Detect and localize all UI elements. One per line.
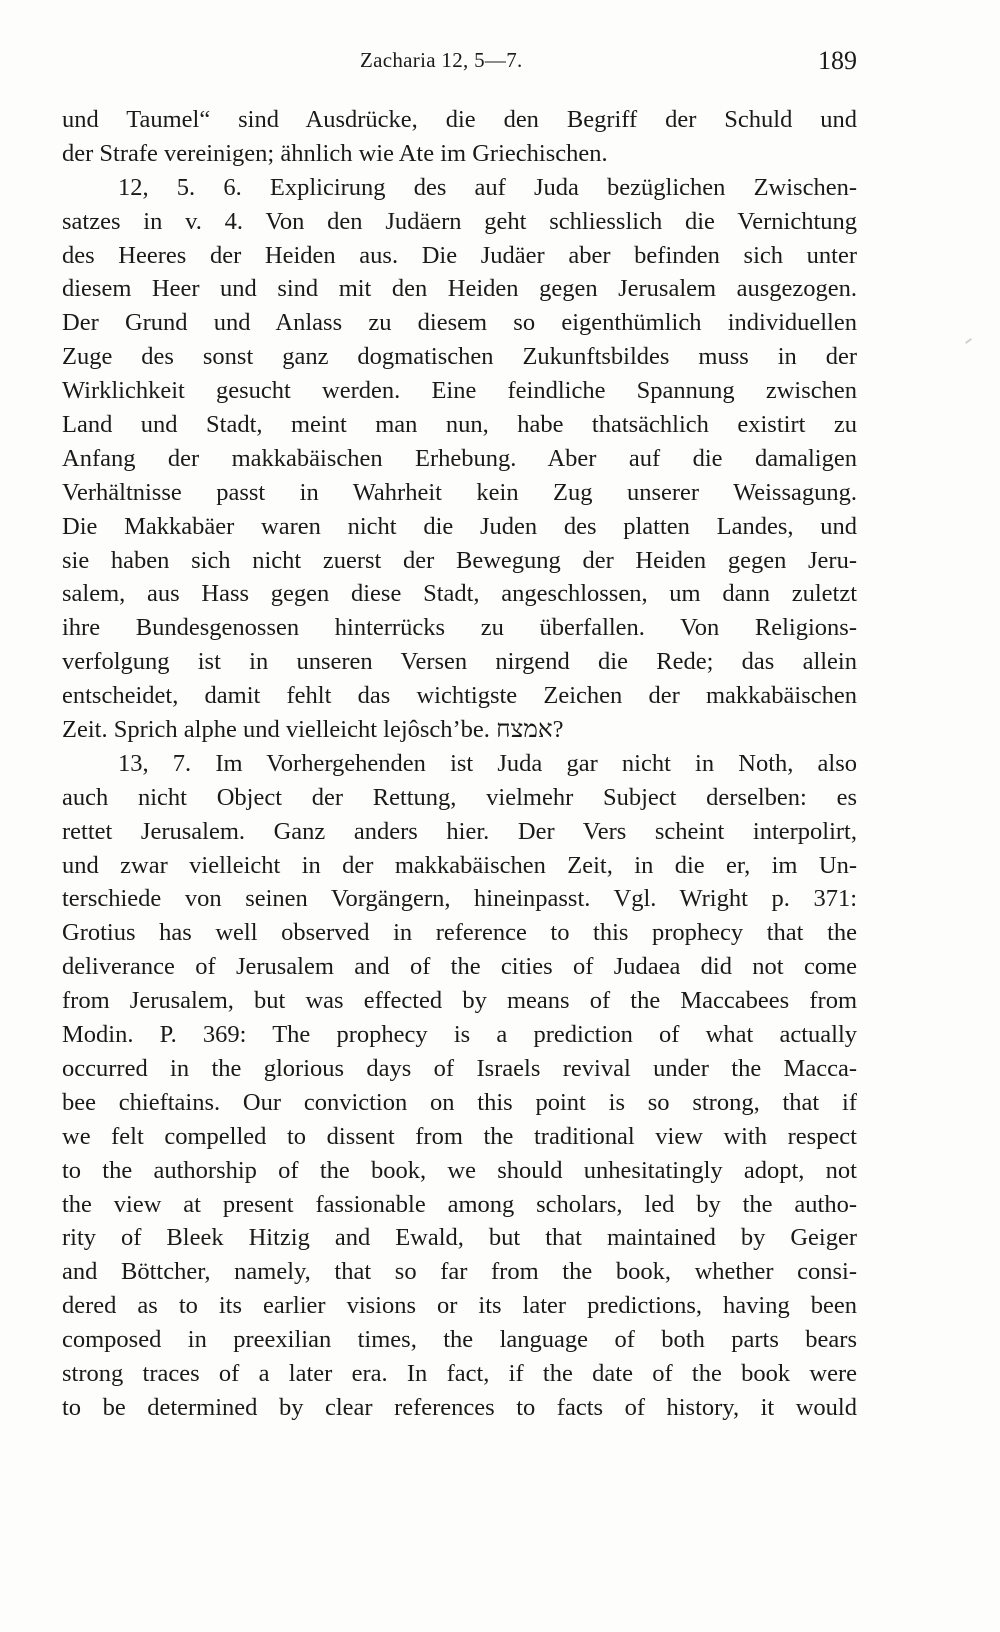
text-line: and Böttcher, namely, that so far from the book, whether consi- (62, 1258, 857, 1286)
text-line: terschiede von seinen Vorgängern, hineinpasst. Vgl. Wright p. 371: (62, 885, 857, 913)
text-line: des Heeres der Heiden aus. Die Judäer aber befinden sich unter (62, 241, 857, 269)
text-line: Modin. P. 369: The prophecy is a prediction of what actually (62, 1021, 857, 1049)
text-line: salem, aus Hass gegen diese Stadt, angeschlossen, um dann zuletzt (62, 580, 857, 608)
text-line: Der Grund und Anlass zu diesem so eigenthümlich individuellen (62, 309, 857, 337)
text-line: deliverance of Jerusalem and of the cities of Judaea did not come (62, 953, 857, 981)
text-line: diesem Heer und sind mit den Heiden gegen Jerusalem ausgezogen. (62, 275, 857, 303)
text-line: composed in preexilian times, the language of both parts bears (62, 1326, 857, 1354)
text-line: ihre Bundesgenossen hinterrücks zu überfallen. Von Religions- (62, 614, 857, 642)
text-line: bee chieftains. Our conviction on this point is so strong, that if (62, 1088, 857, 1116)
text-line: the view at present fassionable among scholars, led by the autho- (62, 1190, 857, 1218)
text-line: rity of Bleek Hitzig and Ewald, but that maintained by Geiger (62, 1224, 857, 1252)
margin-mark (965, 338, 972, 344)
page-number: 189 (818, 46, 857, 75)
text-line: 12, 5. 6. Explicirung des auf Juda bezüglichen Zwischen- (118, 173, 857, 201)
text-line: rettet Jerusalem. Ganz anders hier. Der Vers scheint interpolirt, (62, 817, 857, 845)
text-line: Verhältnisse passt in Wahrheit kein Zug unserer Weissagung. (62, 478, 857, 506)
text-line: Die Makkabäer waren nicht die Juden des platten Landes, und (62, 512, 857, 540)
text-line: to the authorship of the book, we should unhesitatingly adopt, not (62, 1156, 857, 1184)
text-line: auch nicht Object der Rettung, vielmehr Subject derselben: es (62, 783, 857, 811)
text-line: occurred in the glorious days of Israels revival under the Macca- (62, 1054, 857, 1082)
text-line: und zwar vielleicht in der makkabäischen Zeit, in die er, im Un- (62, 851, 857, 879)
text-line: 13, 7. Im Vorhergehenden ist Juda gar nicht in Noth, also (118, 749, 857, 777)
text-line: Anfang der makkabäischen Erhebung. Aber auf die damaligen (62, 444, 857, 472)
text-line: und Taumel“ sind Ausdrücke, die den Begriff der Schuld und (62, 106, 857, 133)
text-line: Grotius has well observed in reference to this prophecy that the (62, 919, 857, 947)
text-line: verfolgung ist in unseren Versen nirgend die Rede; das allein (62, 648, 857, 676)
running-head-title: Zacharia 12, 5—7. (360, 48, 523, 72)
text-line: entscheidet, damit fehlt das wichtigste Zeichen der makkabäischen (62, 682, 857, 710)
running-head (0, 40, 1000, 80)
text-line: Land und Stadt, meint man nun, habe thatsächlich existirt zu (62, 411, 857, 439)
text-line: from Jerusalem, but was effected by means of the Maccabees from (62, 987, 857, 1015)
text-line: we felt compelled to dissent from the traditional view with respect (62, 1122, 857, 1150)
text-line: Zeit. Sprich alphe und vielleicht lejôsch’be. אמצח? (62, 716, 564, 744)
text-line: strong traces of a later era. In fact, if the date of the book were (62, 1359, 857, 1387)
text-line: dered as to its earlier visions or its later predictions, having been (62, 1292, 857, 1320)
text-line: sie haben sich nicht zuerst der Bewegung der Heiden gegen Jeru- (62, 546, 857, 574)
text-line: to be determined by clear references to facts of history, it would (62, 1393, 857, 1421)
text-line: Wirklichkeit gesucht werden. Eine feindliche Spannung zwischen (62, 377, 857, 405)
text-line: satzes in v. 4. Von den Judäern geht schliesslich die Vernichtung (62, 207, 857, 235)
text-line: der Strafe vereinigen; ähnlich wie Ate im Griechischen. (62, 139, 608, 167)
text-line: Zuge des sonst ganz dogmatischen Zukunftsbildes muss in der (62, 343, 857, 371)
body-text (62, 103, 857, 1425)
